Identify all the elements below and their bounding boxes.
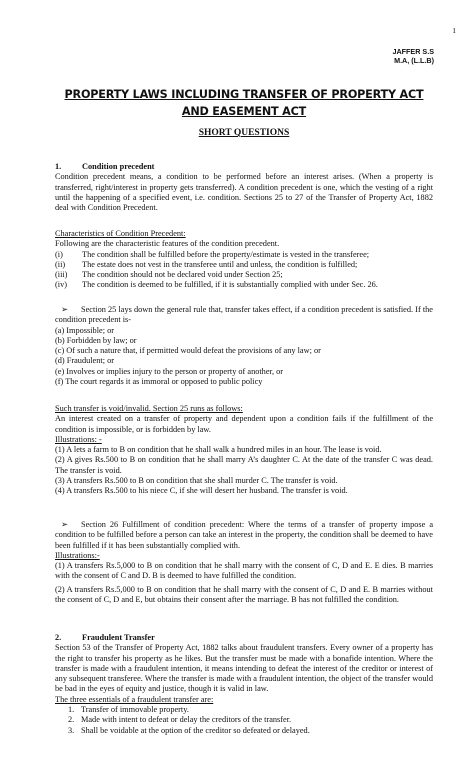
title-line-1: PROPERTY LAWS INCLUDING TRANSFER OF PROPERTY ACT (64, 88, 424, 101)
list-item: (iv) The condition is deemed to be fulfilled, if it is substantially complied with under Sec. 26. (55, 280, 378, 290)
void-heading: Such transfer is void/invalid. Section 25 runs as follows: (55, 404, 243, 413)
list-item: (e) Involves or implies injury to the person or property of another, or (55, 366, 284, 376)
list-item: (ii) The estate does not vest in the transferee until and unless, the condition is fulfilled; (55, 259, 358, 269)
section-1-paragraph: Condition precedent means, a condition to be performed before an interest arises. (When a property is transferred, right/interest in property gets transferred). A condition precedent is one, which the vesting of a right until the happening of a specified event, i.e. condition. Sections 25 to 27 of the Transfer of Property Act, 1882 deal with Condition Precedent. (55, 172, 433, 213)
list-item: 3. Shall be voidable at the option of the creditor so defeated or delayed. (68, 725, 310, 735)
characteristics-list (55, 250, 433, 291)
list-item: (b) Forbidden by law; or (55, 335, 137, 345)
section-26-block (55, 520, 433, 605)
section-2-title: Fraudulent Transfer (82, 633, 155, 642)
illustration-5: (1) A transfers Rs.5,000 to B on condition that he shall marry with the consent of C, D and E. E dies. B marries with the consent of C and D. B is deemed to have fulfilled the condition. (55, 561, 433, 581)
page-subtitle: SHORT QUESTIONS (198, 128, 290, 138)
illustration-2: (2) A gives Rs.500 to B on condition that he shall marry A’s daughter C. At the date of the transfer C was dead. The transfer is void. (55, 455, 433, 475)
illustrations-heading: Illustrations: - (55, 434, 102, 444)
author-degree: M.A, (L.L.B) (394, 56, 434, 65)
section-25-paragraph: ➢ Section 25 lays down the general rule that, transfer takes effect, if a condition precedent is satisfied. If the condition precedent is- (55, 305, 433, 325)
title-line-2: AND EASEMENT ACT (181, 105, 307, 118)
section-26-paragraph: ➢ Section 26 Fulfillment of condition precedent: Where the terms of a transfer of property impose a condition to be fulfilled before a person can take an interest in the property, the condition shall be deemed to have been fulfilled if it has been substantially complied with. (55, 520, 433, 550)
section-1-title: Condition precedent (82, 162, 155, 171)
illustration-6: (2) A transfers Rs.5,000 to B on condition that he shall marry with the consent of C, D and E. B marries without the consent of C, D and E, but obtains their consent after the marriage. B has not fulfilled the condition. (55, 584, 433, 605)
essentials-list (55, 705, 433, 736)
section-25-block (55, 305, 433, 387)
illustration-4: (4) A transfers Rs.500 to his niece C, if she will desert her husband. The transfer is void. (55, 486, 348, 496)
essentials-heading: The three essentials of a fraudulent transfer are: (55, 694, 214, 704)
section-2-paragraph: Section 53 of the Transfer of Property Act, 1882 talks about fraudulent transfers. Every owner of a property has the right to transfer his property as he likes. But the transfer must be made with a bonafide intention. Where the transfer is made with a fraudulent intention, it means intending to defeat the interest of the creditor or interest of any subsequent transferee. Where the transfer is made with a fraudulent intention, the object of the transfer would be bad in the eyes of equity and justice, though it is valid in law. (55, 643, 433, 694)
section-2-heading (55, 633, 433, 643)
illustration-1: (1) A lets a farm to B on condition that he shall walk a hundred miles in an hour. The lease is void. (55, 445, 382, 455)
section-25-list (55, 326, 433, 388)
section-1-heading (55, 162, 433, 172)
void-block (55, 404, 433, 497)
characteristics-heading: Characteristics of Condition Precedent: (55, 229, 186, 238)
section-2 (55, 633, 433, 736)
page-number: 1 (452, 26, 456, 35)
list-item: (f) The court regards it as immoral or opposed to public policy (55, 377, 263, 387)
list-item: (a) Impossible; or (55, 325, 114, 335)
arrow-bullet-icon: ➢ (61, 520, 68, 529)
list-item: (c) Of such a nature that, if permitted would defeat the provisions of any law; or (55, 346, 321, 356)
characteristics-intro: Following are the characteristic features of the condition precedent. (55, 239, 280, 249)
illustrations-heading-2: Illustrations:- (55, 550, 100, 560)
section-1 (55, 162, 433, 213)
illustration-3: (3) A transfers Rs.500 to B on condition that she shall murder C. The transfer is void. (55, 476, 338, 486)
list-item: (i) The condition shall be fulfilled before the property/estimate is vested in the transferee; (55, 249, 370, 259)
section-1-number: 1. (55, 162, 62, 171)
section-2-number: 2. (55, 633, 62, 642)
list-item: 2. Made with intent to defeat or delay the creditors of the transfer. (68, 715, 292, 725)
arrow-bullet-icon: ➢ (61, 305, 68, 314)
list-item: 1. Transfer of immovable property. (68, 705, 189, 715)
page-title (55, 86, 433, 120)
author-block (392, 47, 434, 65)
list-item: (iii) The condition should not be declared void under Section 25; (55, 270, 283, 280)
list-item: (d) Fraudulent; or (55, 356, 114, 366)
author-name: JAFFER S.S (392, 47, 434, 56)
characteristics-block (55, 229, 433, 291)
void-paragraph: An interest created on a transfer of property and dependent upon a condition fails if the fulfillment of the condition is impossible, or is forbidden by law. (55, 414, 433, 434)
